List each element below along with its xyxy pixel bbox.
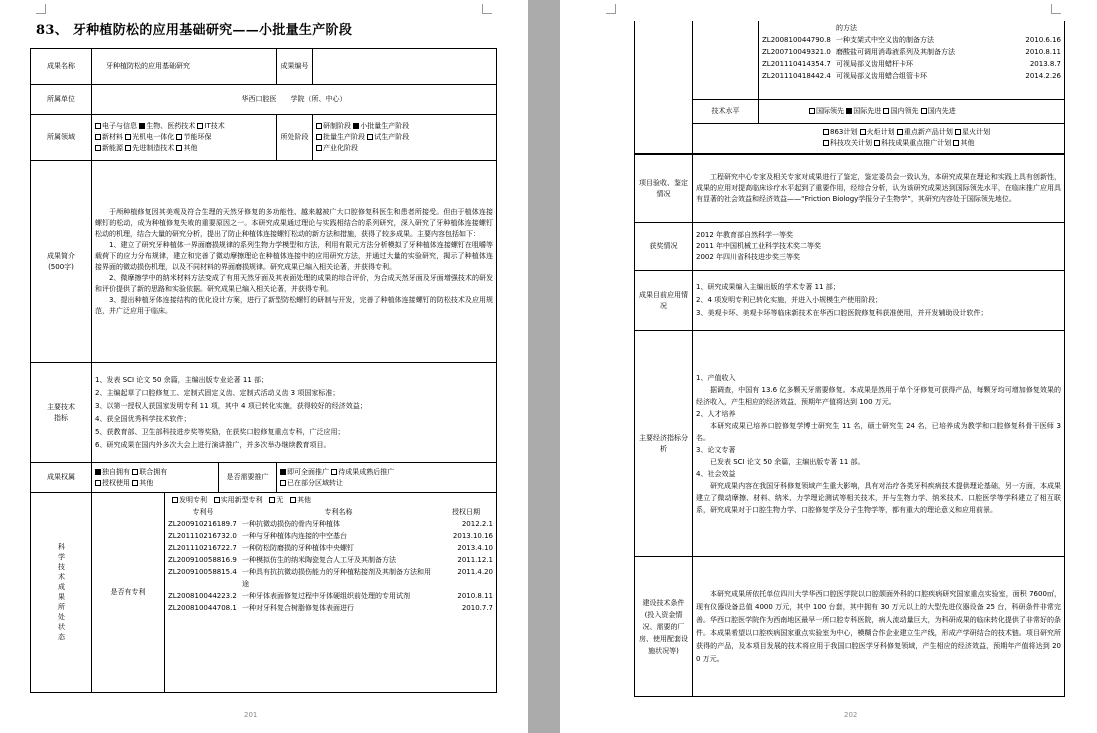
tech-level-label: 技术水平 <box>693 99 759 123</box>
patent-row: ZL201110216722.7 一种防松防磨损的牙种植体中央螺钉 2013.4.10 <box>168 544 493 552</box>
field-opt: 光机电一体化 <box>125 133 174 141</box>
coop-label: 建设技术条件 (投入资金情况、需要的厂房、使用配套设施状况等) <box>635 557 693 697</box>
page-number: 202 <box>844 711 858 719</box>
checkbox-checked-icon[interactable] <box>846 108 852 114</box>
field-opt: 节能环保 <box>176 133 211 141</box>
field-opt: 新能源 <box>95 144 123 152</box>
checkbox-icon[interactable] <box>860 129 866 135</box>
crop-mark <box>36 4 46 14</box>
tech-label: 主要技术 指标 <box>31 363 92 463</box>
patent-row: ZL200910058816.9 一种模拟仿生的纳米陶瓷复合人工牙及其制备方法 2011.12.1 <box>168 556 493 564</box>
checkbox-icon[interactable] <box>290 497 296 503</box>
award-item: 2012 年教育部自然科学一等奖 <box>696 231 794 239</box>
checkbox-icon[interactable] <box>316 134 322 140</box>
checkbox-checked-icon[interactable] <box>280 469 286 475</box>
patent-list-cont <box>759 21 1065 99</box>
coop-text: 本研究成果所依托单位四川大学华西口腔医学院以口腔颌面外科的口腔疾病研究国家重点实验室，面积 7600㎡，现有仪器设备总值 4000 万元，其中 100 台套，其中拥有 30 万元以上的大型先进仪器设备 25 台，科研条件非常完善。华西口腔医学院作为西南地区最早一所口腔专科医院，病人流动量巨大，为科研成果的临床转化提供了非常好的条件。本成果希望以口腔疾病国家重点实验室为中心，模糊合作企业建立生产线，形成产学研结合的技术链。项目研究所获得的产品，及本项目发展的技术将应用于我国口腔医学牙科修复领域，产生相应的经济效益，预期年产值将达到 200 万元。 <box>693 557 1065 697</box>
econ-paragraph: 研究成果内容在我国牙科修复领域产生重大影响，具有对治疗各类牙科疾病技术提供理论基础，另一方面，本成果建立了微动摩擦、材料、纳米、力学理论测试等相关技术，并与生物力学、纳米技术、口腔医学等学科建立了相互联系，研究成果对于口腔生物力学、口腔修复学及分子生物学等，都有重大的理论意义和应用前景。 <box>696 481 1061 514</box>
patent-row: ZL200710049321.0 磨酸盐可调用消毒液系列及其制备方法 2010.8.11 <box>762 48 1061 56</box>
stage-options: 研制阶段 小批量生产阶段 批量生产阶段 试生产阶段 产业化阶段 <box>313 115 497 161</box>
patent-row: ZL200810044708.1 一种对牙科复合树脂修复体表面进行 2010.7.7 <box>168 604 493 612</box>
patent-row: ZL200910058815.4 一种具有抗抗微动损伤能力的牙种植粘接剂及其制备方法和用途 2011.4.20 <box>168 568 493 588</box>
checkbox-icon[interactable] <box>125 145 131 151</box>
unit-value: 华西口腔医 学院（所、中心） <box>92 85 497 115</box>
econ-label: 主要经济指标分析 <box>635 331 693 557</box>
checkbox-icon[interactable] <box>269 497 275 503</box>
crop-mark <box>606 4 616 14</box>
tech-item: 4、获全国优秀科学技术软件； <box>95 414 191 423</box>
econ-heading: 1、产值收入 <box>696 373 736 382</box>
checkbox-checked-icon[interactable] <box>95 469 101 475</box>
apply-item: 1、研究成果编入主编出版的学术专著 11 部； <box>696 283 840 291</box>
econ-heading: 3、论文专著 <box>696 445 736 454</box>
patent-row: ZL200910216189.7 一种抗微动损伤的骨内牙种植体 2012.2.1 <box>168 520 493 528</box>
checkbox-icon[interactable] <box>214 497 220 503</box>
field-options <box>92 115 277 161</box>
achievement-table <box>30 48 497 693</box>
apply-item: 3、美观卡环、美观卡环等临床新技术在华西口腔医院修复科获准使用，并开发辅助设计软件； <box>696 309 988 317</box>
patent-question: 是否有专利 <box>92 493 165 693</box>
achievement-name: 牙种植防松的应用基础研究 <box>92 49 277 85</box>
award-item: 2011 年中国机械工业科学技术奖二等奖 <box>696 242 822 250</box>
tech-item: 1、发表 SCI 论文 50 余篇，主编出版专业论著 11 部； <box>95 375 269 384</box>
tech-item: 2、主编起草了口腔修复工、定制式固定义齿、定制式活动义齿 3 项国家标准； <box>95 388 340 397</box>
patent-row: ZL201110216732.0 一种与牙种植体内连接的中空基台 2013.10.16 <box>168 532 493 540</box>
patent-row: 的方法 <box>836 24 857 32</box>
checkbox-icon[interactable] <box>809 108 815 114</box>
crop-mark <box>482 4 492 14</box>
patent-list: 发明专利 实用新型专利 无 其他 专利号 专利名称 授权日期 ZL200910216189.7 一种抗微动损伤的骨内牙种植体 2012.2.1 ZL201110216732.0 一种与牙种植体内连接的中空基台 2013.10.16 ZL201110216722.7 一种防松防磨损的牙种植体中央螺钉 2013.4.10 ZL200910058816.9 一种模拟仿生的纳米陶瓷复合人工牙及其制备方法 2011.12.1 ZL200910058815.4 一种具有抗抗微动损伤能力的牙种植粘接剂及其制备方法和用途 2011.4.20 ZL200810044223.2 一种牙体表面修复过程中牙体硬组织前处理的专用试剂 2010.8.11 ZL200810044708.1 一种对牙科复合树脂修复体表面进行 2010.7.7 <box>165 493 497 693</box>
tech-level-options: 国际领先 国际先进 国内领先 国内先进 <box>759 99 1065 123</box>
checkbox-icon[interactable] <box>823 129 829 135</box>
econ-paragraph: 本研究成果已培养口腔修复学博士研究生 11 名，硕士研究生 24 名，已培养成为教学和口腔修复科骨干医师 3 名。 <box>696 421 1061 442</box>
evaluation-table <box>634 154 1065 697</box>
intro-paragraph: 1、建立了研究牙种植体一界面磨损规律的系列生物力学模型和方法，利用有限元方法分析模拟了牙种植体连接螺钉在咀嚼等载荷下的应力分布规律，建立和完善了微动摩擦理论在种植体连接中的应用研究方法，并通过大量的实验研究，揭示了种植体连接界面的微动损伤机理，以及不同材料的界面磨损规律。研究成果已编入相关论著，并获得专利。 <box>95 240 493 271</box>
unit-label: 所属单位 <box>31 85 92 115</box>
tech-item: 6、研究成果在国内外多次大会上进行演讲推广，并多次举办继续教育项目。 <box>95 440 331 449</box>
checkbox-icon[interactable] <box>823 140 829 146</box>
checkbox-icon[interactable] <box>921 108 927 114</box>
checkbox-icon[interactable] <box>95 480 101 486</box>
econ-paragraph: 据调查，中国有 13.6 亿多颗天牙需要修复。本成果是然用于单个牙修复可获得产品，每颗牙均可增加修复效果的经济收入，产生相应的经济效益，预期年产值将达到 100 万元。 <box>696 385 1061 406</box>
checkbox-icon[interactable] <box>953 140 959 146</box>
checkbox-icon[interactable] <box>316 145 322 151</box>
checkbox-icon[interactable] <box>132 469 138 475</box>
patent-row: ZL201110414354.7 可视局部义齿用蜡杆卡环 2013.8.7 <box>762 60 1061 68</box>
intro-paragraph: 3、提出种植牙体连接结构的优化设计方案，进行了新型防松螺钉的研制与开发，完善了种植体连接螺钉的防松技术及应用规范，并广泛应用于临床。 <box>95 295 493 315</box>
checkbox-icon[interactable] <box>197 123 203 129</box>
patent-row: ZL201110418442.4 可视局部义齿用蜡合组管卡环 2014.2.26 <box>762 72 1061 80</box>
award-item: 2002 年四川省科技进步奖三等奖 <box>696 253 801 261</box>
tech-item: 5、获教育部、卫生部科技进步奖等奖励，在获奖口腔修复重点专科，广泛应用； <box>95 427 345 436</box>
checkbox-icon[interactable] <box>176 145 182 151</box>
crop-mark <box>1051 4 1061 14</box>
checkbox-icon[interactable] <box>874 140 880 146</box>
rights-options: 独自拥有 联合拥有 授权使用 其他 <box>92 463 219 493</box>
award-label: 获奖情况 <box>635 223 693 271</box>
promote-options: 即可全面推广 待成果成熟后推广 已在部分区域转让 <box>277 463 497 493</box>
page-gutter <box>528 0 560 733</box>
intro-label: 成果简介 (500字) <box>31 161 92 363</box>
apply-list <box>693 271 1065 331</box>
patent-row: ZL200810044790.8 一种支架式中空义齿的制备方法 2010.6.16 <box>762 36 1061 44</box>
stage-label: 所处阶段 <box>277 115 313 161</box>
promote-label: 是否需要推广 <box>219 463 277 493</box>
award-list <box>693 223 1065 271</box>
achievement-table-cont <box>634 21 1065 154</box>
checkbox-icon[interactable] <box>95 123 101 129</box>
field-opt: 生物、医药技术 <box>139 122 195 130</box>
checkbox-icon[interactable] <box>367 134 373 140</box>
field-opt: 新材料 <box>95 133 123 141</box>
checkbox-icon[interactable] <box>331 469 337 475</box>
checkbox-icon[interactable] <box>125 134 131 140</box>
tech-item: 3、以第一授权人获国家发明专利 11 项，其中 4 项已转化实施，获得较好的经济效益； <box>95 401 367 410</box>
checkbox-icon[interactable] <box>172 497 178 503</box>
field-opt: IT技术 <box>197 122 224 130</box>
eval-label: 项目验收、鉴定情况 <box>635 155 693 223</box>
field-opt: 其他 <box>176 144 197 152</box>
achievement-no <box>313 49 497 85</box>
plan-options: 863计划 火炬计划 重点新产品计划 星火计划 科技攻关计划 科技成果重点推广计划 其他 <box>693 123 1065 153</box>
apply-label: 成果目前应用情况 <box>635 271 693 331</box>
intro-paragraph: 于颅种植修复因其美观及符合生理的天然牙修复的多功能性、越来越被广大口腔修复科医生和患者所接受。但由于植体连接螺钉的松动，成为种植修复失败的重要原因之一。本研究成果通过理论与实践相结合的系列研究，深入研究了牙种植体连接螺钉松动的机理，结合大量的研究分析，提出了防止种植体连接螺钉松动的新方法和措施，获得了较多成果。主要内容包括如下： <box>95 207 493 238</box>
page-202 <box>560 0 1097 733</box>
checkbox-icon[interactable] <box>316 123 322 129</box>
checkbox-icon[interactable] <box>280 480 286 486</box>
field-opt: 先进制造技术 <box>125 144 174 152</box>
checkbox-icon[interactable] <box>883 108 889 114</box>
checkbox-icon[interactable] <box>95 134 101 140</box>
page-number: 201 <box>244 711 258 719</box>
intro-paragraph: 2、微摩擦学中的纳米材料方法变成了有用天然牙面及其表面处理的成果的综合评价，为合成天然牙面及牙面增强技术的研发和评价提供了新的思路和实验依据。研究成果已编入相关论著，并获得专利。 <box>95 273 493 293</box>
econ-heading: 4、社会效益 <box>696 469 736 478</box>
patent-side-label: 科学技术成果所处状态 <box>31 493 92 693</box>
econ-text <box>693 331 1065 557</box>
field-opt: 电子与信息 <box>95 122 137 130</box>
checkbox-checked-icon[interactable] <box>139 123 145 129</box>
econ-heading: 2、人才培养 <box>696 409 736 418</box>
checkbox-checked-icon[interactable] <box>353 123 359 129</box>
page-201 <box>0 0 528 733</box>
apply-item: 2、4 项发明专利已转化实施，并进入小规模生产使用阶段； <box>696 296 883 304</box>
checkbox-icon[interactable] <box>132 480 138 486</box>
field-label: 所属领域 <box>31 115 92 161</box>
achievement-no-label: 成果编号 <box>277 49 313 85</box>
checkbox-icon[interactable] <box>955 129 961 135</box>
checkbox-icon[interactable] <box>897 129 903 135</box>
patent-header: 专利号 专利名称 授权日期 <box>192 508 480 516</box>
checkbox-icon[interactable] <box>176 134 182 140</box>
eval-text: 工程研究中心专家及相关专家对成果进行了鉴定，鉴定委员会一致认为，本研究成果在理论和实践上具有创新性，成果的应用对提高临床诊疗水平起到了重要作用，经综合分析，认为该研究成果达到国际领先水平，在临床推广应用具有显著的社会效益和经济效益——“Friction Biology学报分子生物学”，其研究内容处于国际领先地位。 <box>693 155 1065 223</box>
econ-paragraph: 已发表 SCI 论文 50 余篇，主编出版专著 11 部。 <box>710 457 865 466</box>
patent-row: ZL200810044223.2 一种牙体表面修复过程中牙体硬组织前处理的专用试剂 2010.8.11 <box>168 592 493 600</box>
achievement-name-label: 成果名称 <box>31 49 92 85</box>
rights-label: 成果权属 <box>31 463 92 493</box>
page-title: 83、 牙种植防松的应用基础研究——小批量生产阶段 <box>36 23 353 38</box>
tech-items <box>92 363 497 463</box>
intro-text <box>92 161 497 363</box>
checkbox-icon[interactable] <box>95 145 101 151</box>
